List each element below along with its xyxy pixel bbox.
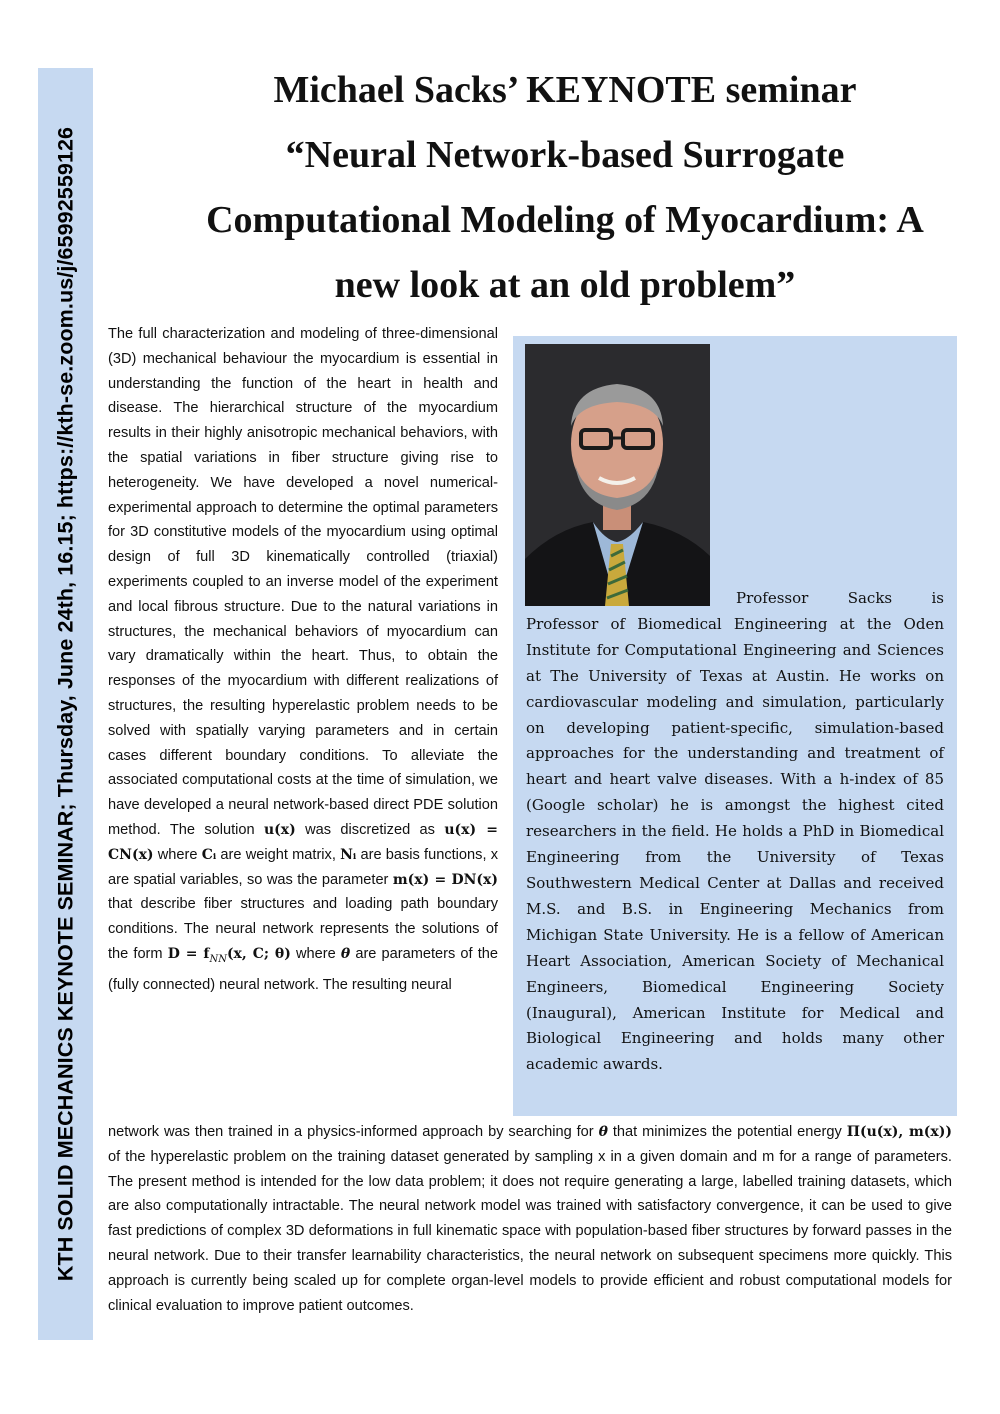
math-c: Cᵢ <box>201 846 217 863</box>
abstract-text: where <box>290 945 341 962</box>
side-banner <box>38 68 93 1340</box>
speaker-portrait-icon <box>525 344 710 606</box>
math-theta: θ <box>598 1124 608 1140</box>
abstract-text: that describe fiber structures and loading path boundary conditions. The neural network represents the solutions of the form <box>108 896 498 962</box>
math-theta: θ <box>340 945 351 962</box>
bio-text-container <box>526 586 944 1078</box>
abstract-text: are weight matrix, <box>216 846 341 863</box>
abstract-text: where <box>153 846 202 863</box>
math-u: u(x) <box>263 821 296 838</box>
speaker-bio: Professor Sacks is Professor of Biomedical Engineering at the Oden Institute for Computational Engineering and Sciences at The University of Texas at Austin. He works on cardiovascular modeling and simulation, particularly on developing patient-specific, simulation-based approaches for the understanding and treatment of heart and heart valve diseases. With a h-index of 85 (Google scholar) he is amongst the highest cited researchers in the field. He holds a PhD in Biomedical Engineering from the University of Texas Southwestern Medical Center at Dallas and received M.S. and B.S. in Engineering Mechanics from Michigan State University. He is a fellow of American Heart Association, American Society of Mechanical Engineers, Biomedical Engineering Society (Inaugural), American Institute for Medical and Biological Engineering and holds many other academic awards. <box>526 589 944 1074</box>
math-f-args: (x, C; θ) <box>226 945 291 962</box>
math-potential-energy: Π(u(x), m(x)) <box>846 1124 952 1140</box>
title-line-4: new look at an old problem” <box>334 264 796 306</box>
abstract-paragraph-continued <box>108 1120 952 1318</box>
page-title <box>120 58 1000 318</box>
title-line-3: Computational Modeling of Myocardium: A <box>206 199 924 241</box>
math-u-discretized: u(x) = CN(x) <box>108 821 498 863</box>
speaker-photo <box>525 344 710 606</box>
title-line-1: Michael Sacks’ KEYNOTE seminar <box>273 69 857 111</box>
abstract-text: network was then trained in a physics-informed approach by searching for <box>108 1124 599 1140</box>
math-m-discretized: m(x) = DN(x) <box>392 871 498 888</box>
math-n: Nᵢ <box>340 846 357 863</box>
abstract-text: was discretized as <box>295 821 445 838</box>
abstract-continuation <box>108 1120 952 1318</box>
abstract-text: are basis functions, x are spatial variables, so was the parameter <box>108 846 499 888</box>
math-d: D = f <box>167 945 210 962</box>
abstract-text: that minimizes the potential energy <box>607 1124 847 1140</box>
seminar-info-text: KTH SOLID MECHANICS KEYNOTE SEMINAR; Thursday, June 24th, 16.15; https://kth-se.zoom.us/j/65992559126 <box>53 126 77 1282</box>
math-nn-subscript: NN <box>209 953 227 965</box>
abstract-text: of the hyperelastic problem on the training dataset generated by sampling x in a given domain and m for a range of parameters. The present method is intended for the low data problem; it does not require generating a large, labelled training datasets, which are also computationally intractable. The neural network model was trained with satisfactory convergence, it can be used to give fast predictions of complex 3D deformations in full kinematic space with population-based fiber structures by forward passes in the neural network. Due to their transfer learnability characteristics, the neural network on subsequent specimens more quickly. This approach is currently being scaled up for complete organ-level models to provide efficient and robust computational models for clinical evaluation to improve patient outcomes. <box>108 1148 952 1314</box>
abstract-text-part-1: The full characterization and modeling of three-dimensional (3D) mechanical behaviour the myocardium is essential in understanding the function of the heart in health and disease. The hierarchical structure of the myocardium results in their highly anisotropic mechanical behaviors, with the spatial variations in fiber structure giving rise to heterogeneity. We have developed a novel numerical-experimental approach to determine the optimal parameters for 3D constitutive models of the myocardium using optimal design of full 3D kinematically controlled (triaxial) experiments coupled to an inverse model of the experiment and local fibrous structure. Due to the natural variations in structures, the mechanical behaviors of myocardium can vary dramatically within the heart. Thus, to obtain the responses of the myocardium with different realizations of structures, the resulting hyperelastic problem needs to be solved with spatially varying parameters and in certain cases different boundary conditions. To alleviate the associated computational costs at the time of simulation, we have developed a neural network-based direct PDE solution method. The solution <box>108 326 498 838</box>
abstract-column <box>108 322 498 997</box>
abstract-paragraph <box>108 322 498 997</box>
title-line-2: “Neural Network-based Surrogate <box>285 134 845 176</box>
abstract-text: are parameters of the (fully connected) neural network. The resulting neural <box>108 945 498 993</box>
bio-box <box>513 336 957 1116</box>
